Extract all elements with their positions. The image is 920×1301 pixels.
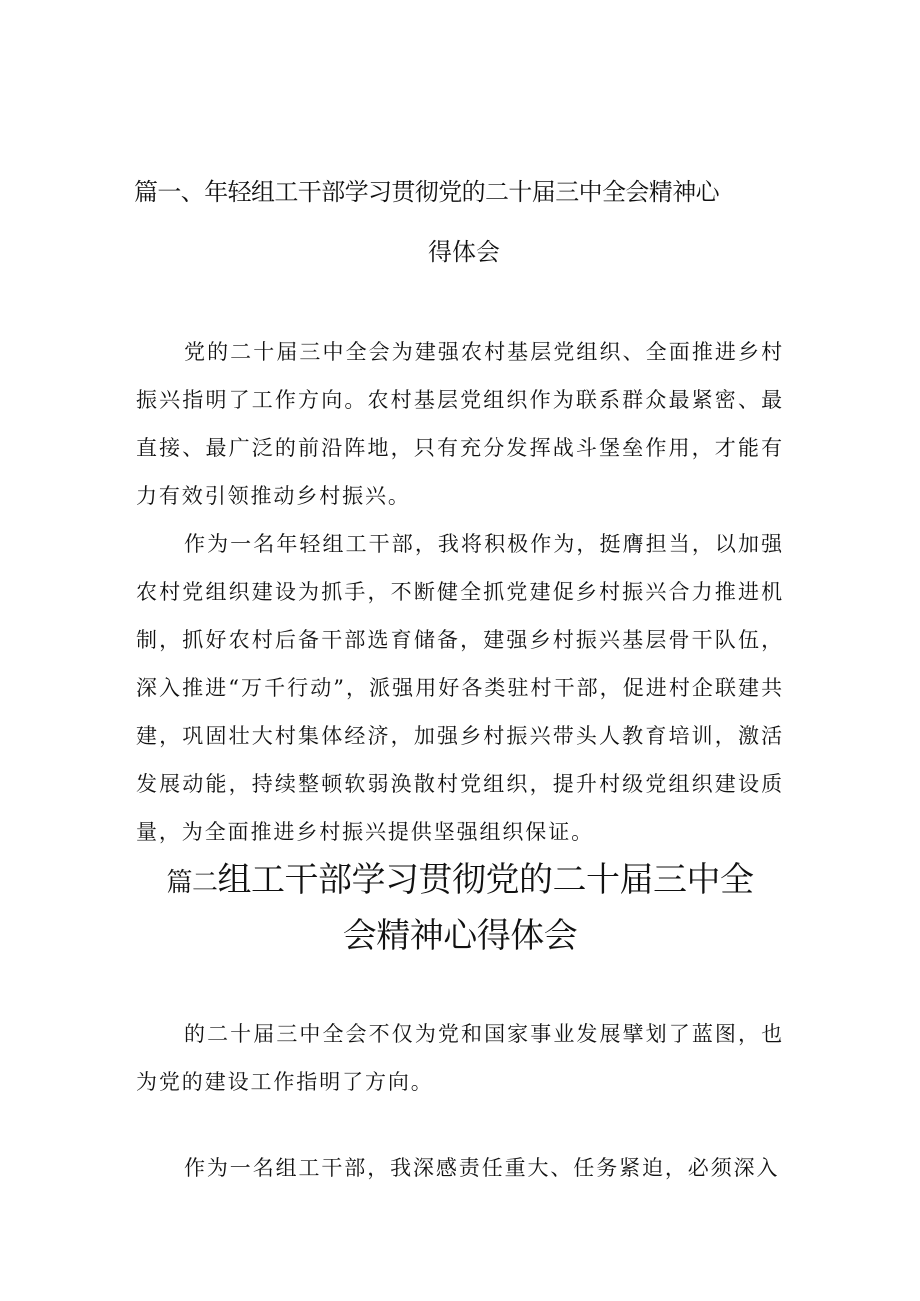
section2-title-line1 [136,852,784,911]
section2-paragraph-2: 作为一名组工干部，我深感责任重大、任务紧迫，必须深入 [184,1156,780,1180]
section1-title-line1: 篇一、年轻组工干部学习贯彻党的二十届三中全会精神心 [134,178,719,206]
section2-title-line2: 会精神心得体会 [342,916,578,956]
section2-paragraph-1: 的二十届三中全会不仅为党和国家事业发展擘划了蓝图，也为党的建设工作指明了方向。 [136,1022,784,1094]
section1-paragraph-2: 作为一名年轻组工干部，我将积极作为，挺膺担当，以加强农村党组织建设为抓手，不断健全抓党建促乡村振兴合力推进机制，抓好农村后备干部选育储备，建强乡村振兴基层骨干队伍，深入推进“万千行动”，派强用好各类驻村干部，促进村企联建共建，巩固壮大村集体经济，加强乡村振兴带头人教育培训，激活发展动能，持续整顿软弱涣散村党组织，提升村级党组织建设质量，为全面推进乡村振兴提供坚强组织保证。 [136,532,784,844]
section1-paragraph-1: 党的二十届三中全会为建强农村基层党组织、全面推进乡村振兴指明了工作方向。农村基层党组织作为联系群众最紧密、最直接、最广泛的前沿阵地，只有充分发挥战斗堡垒作用，才能有力有效引领推动乡村振兴。 [136,340,784,508]
section1-title-line2: 得体会 [428,238,500,266]
section2-title-prefix: 篇二 [166,868,218,898]
section2-title-line1-text: 组工干部学习贯彻党的二十届三中全 [217,860,754,900]
